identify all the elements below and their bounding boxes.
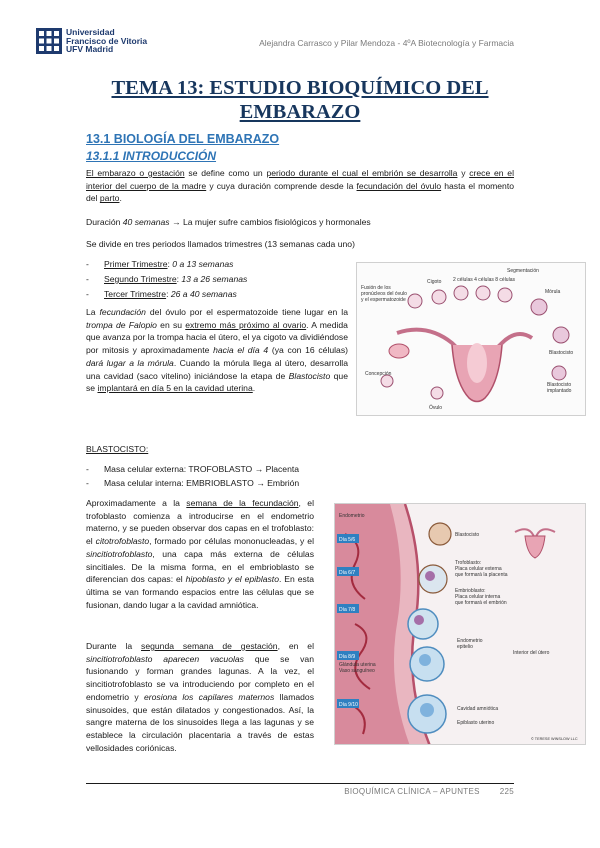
fec-text: dará lugar a la mórula [86, 357, 174, 368]
fig1-label: Cigoto [427, 279, 442, 285]
fig2-day: Día 8/9 [339, 654, 356, 660]
fig2-day: Día 9/10 [339, 702, 358, 708]
section-heading: 13.1 BIOLOGÍA DEL EMBARAZO [86, 132, 280, 146]
fig1-label: Concepción [365, 371, 392, 377]
fig1-label: Segmentación [507, 268, 539, 274]
fec-text: del óvulo por el espermatozoide tiene lugar en la [145, 307, 348, 317]
w2-text: erosiona los capilares maternos [144, 691, 275, 702]
intro-text-8: parto [99, 193, 120, 204]
intro-text-7: hasta el momento del [86, 180, 515, 204]
fig2-label: Interior del útero [513, 650, 550, 656]
fec-text: implantará en día 5 en la cavidad uterina [97, 383, 253, 394]
intro-text-3: y [457, 168, 470, 178]
blastocisto-item: - Masa celular interna: EMBRIOBLASTO → Embrión [86, 477, 406, 489]
implantation-figure [334, 503, 586, 745]
w1-text: hipoblasto y el epiblasto [185, 574, 279, 585]
fec-text: en su [156, 319, 186, 330]
blastocisto-item: - Masa celular externa: TROFOBLASTO → Placenta [86, 463, 406, 475]
blastocisto-list [86, 463, 406, 489]
fec-text: . [252, 383, 256, 394]
intro-text-2: periodo durante el cual el embrión se desarrolla [266, 168, 458, 178]
fig1-label: 2 células 4 células 8 células [453, 277, 515, 283]
logo-line-3: UFV Madrid [66, 44, 114, 55]
w1-text: semana de la fecundación [186, 498, 299, 508]
w2-text: llamados sinusoides, que están dilatados y congestionados. Así, la sangre materna de los sinusoides llega a las lagunas y se establece la circulación placentaria a través de estas vellosidades coriónicas. [86, 691, 314, 753]
fecundation-paragraph [86, 306, 348, 395]
fertilization-illustration [357, 263, 586, 416]
fig2-label: que formará el embrión [455, 600, 507, 606]
fig1-label: implantado [547, 388, 572, 394]
fec-text: . A medida que avanza por la trompa hacia el útero, el ya cigoto va dividiéndose por mitosis y aproximadamente [86, 319, 348, 356]
fec-text: La [86, 307, 100, 317]
w1-text: Aproximadamente a la [86, 498, 187, 508]
page-header [0, 0, 600, 70]
duration-value: 40 semanas [122, 217, 170, 227]
trimesters-intro: Se divide en tres periodos llamados trimestres (13 semanas cada uno) [86, 239, 355, 249]
fig2-label: que formará la placenta [455, 572, 508, 578]
trimester-list [86, 258, 346, 300]
fig2-label: Glándula uterina [339, 662, 376, 668]
fec-text: trompa de Falopio [86, 319, 157, 330]
fec-text: fecundación [99, 307, 146, 317]
w1-text: citotrofoblasto [95, 536, 150, 547]
footer-divider [86, 783, 514, 784]
fec-text: . Cuando la mórula llega al útero, desarrolla una cavidad (saco vitelino) iniciándose la etapa de [86, 357, 348, 381]
fig1-label: Blastocisto [549, 350, 574, 356]
logo-line-2: Francisco de Vitoria [66, 35, 148, 46]
w2-text: segunda semana de gestación [141, 641, 278, 651]
logo-text [66, 28, 147, 54]
w2-text: sincitiotrofoblasto aparecen vacuolas [86, 653, 244, 664]
w1-text: . En esta última se van formando espacios entre las células que se fusionan, dando lugar a la cavidad amniótica. [86, 574, 314, 610]
fig2-label: Embrioblasto: [455, 588, 486, 594]
header-authors: Alejandra Carrasco y Pilar Mendoza - 4ºA Biotecnología y Farmacia [259, 38, 514, 48]
intro-text-1: se define como un [184, 168, 267, 178]
fec-text: (ya con 16 células) [268, 345, 348, 356]
subsection-heading: 13.1.1 INTRODUCCIÓN [86, 149, 217, 163]
fig1-label: Fusión de los [361, 285, 391, 291]
intro-paragraph [86, 167, 514, 205]
fig2-day: Día 7/8 [339, 607, 356, 613]
logo-line-1: Universidad [66, 27, 115, 38]
trimester-range: 0 a 13 semanas [172, 259, 234, 269]
fig1-label: y el espermatozoide [361, 297, 406, 303]
intro-text-5: y cuya duración comprende desde la [206, 180, 357, 191]
w1-text: , el trofoblasto comienza a introducirse en el endometrio materno, y se pueden observar dos capas en el trofoblasto: el [86, 498, 314, 547]
page-footer [344, 787, 514, 796]
fig2-label: Placa celular interna [455, 594, 501, 600]
blastocisto-heading-text: BLASTOCISTO: [86, 444, 149, 454]
w2-text: Durante la [86, 641, 142, 651]
intro-text-9: . [119, 193, 122, 204]
trimester-name: Segundo Trimestre [104, 274, 177, 284]
page-title: TEMA 13: ESTUDIO BIOQUÍMICO DEL EMBARAZO [111, 77, 489, 123]
duration-label: Duración [86, 217, 123, 227]
trimester-item: - Primer Trimestre: 0 a 13 semanas [86, 258, 346, 270]
trimester-item: - Tercer Trimestre: 26 a 40 semanas [86, 288, 346, 300]
fig2-label: Endometrio [457, 638, 483, 644]
w1-text: , una capa más externa de células sincitiales. De la misma forma, en el embrioblasto se diferencian dos capas: el [86, 548, 314, 585]
fig2-label: Placa celular externa [455, 566, 502, 572]
fec-text: hacia el día 4 [213, 345, 269, 356]
footer-text: BIOQUÍMICA CLÍNICA – APUNTES [344, 787, 480, 796]
fig2-label: Blastocisto [455, 532, 480, 538]
w2-text: que se van fusionando y forman grandes lagunas. A la vez, el sincitiotrofoblasto se va introduciendo por completo en el endometrio y [86, 653, 314, 702]
fig2-label: Endometrio [339, 513, 365, 519]
fig2-day: Día 5/6 [339, 537, 356, 543]
fertilization-figure [356, 262, 586, 416]
trimester-range: 26 a 40 semanas [170, 289, 237, 299]
week1-paragraph [86, 497, 314, 611]
intro-text-6: fecundación del óvulo [356, 180, 442, 191]
trimester-item: - Segundo Trimestre: 13 a 26 semanas [86, 273, 346, 285]
week2-paragraph [86, 640, 314, 754]
trimester-name: Primer Trimestre [104, 259, 168, 269]
fig1-label: pronúcleos del óvulo [361, 291, 407, 297]
implantation-illustration [335, 504, 586, 745]
fig2-label: Epiblasto uterino [457, 720, 495, 726]
intro-text-4: crece en el interior del cuerpo de la madre [86, 168, 514, 191]
university-logo [36, 28, 147, 54]
fec-text: extremo más próximo al ovario [185, 319, 307, 330]
trimester-name: Tercer Trimestre [104, 289, 167, 299]
w1-text: , formado por células mononucleadas, y el [149, 536, 314, 547]
fig1-label: Blastocisto [547, 382, 572, 388]
fig2-day: Día 6/7 [339, 570, 356, 576]
w1-text: sincitiotrofoblasto [86, 548, 153, 559]
ufv-logo-icon [36, 28, 62, 54]
page-number: 225 [499, 787, 514, 796]
fig2-label: epitelio [457, 644, 473, 650]
trimester-range: 13 a 26 semanas [181, 274, 248, 284]
duration-line [86, 216, 514, 229]
blastocisto-heading [86, 443, 286, 456]
w2-text: , en el [277, 641, 314, 651]
fig1-label: Mórula [545, 289, 561, 295]
fig2-label: Vaso sanguíneo [339, 668, 375, 674]
fig2-credit: © TERESE WINSLOW LLC [531, 737, 578, 741]
duration-note: → La mujer sufre cambios fisiológicos y hormonales [169, 217, 371, 227]
fig2-label: Trofoblasto: [455, 560, 482, 566]
fig1-label: Óvulo [429, 405, 443, 411]
fig2-label: Cavidad amniótica [457, 706, 499, 712]
intro-term: El embarazo o gestación [86, 168, 185, 178]
fec-text: Blastocisto [288, 370, 331, 381]
fec-text: que se [86, 370, 348, 394]
